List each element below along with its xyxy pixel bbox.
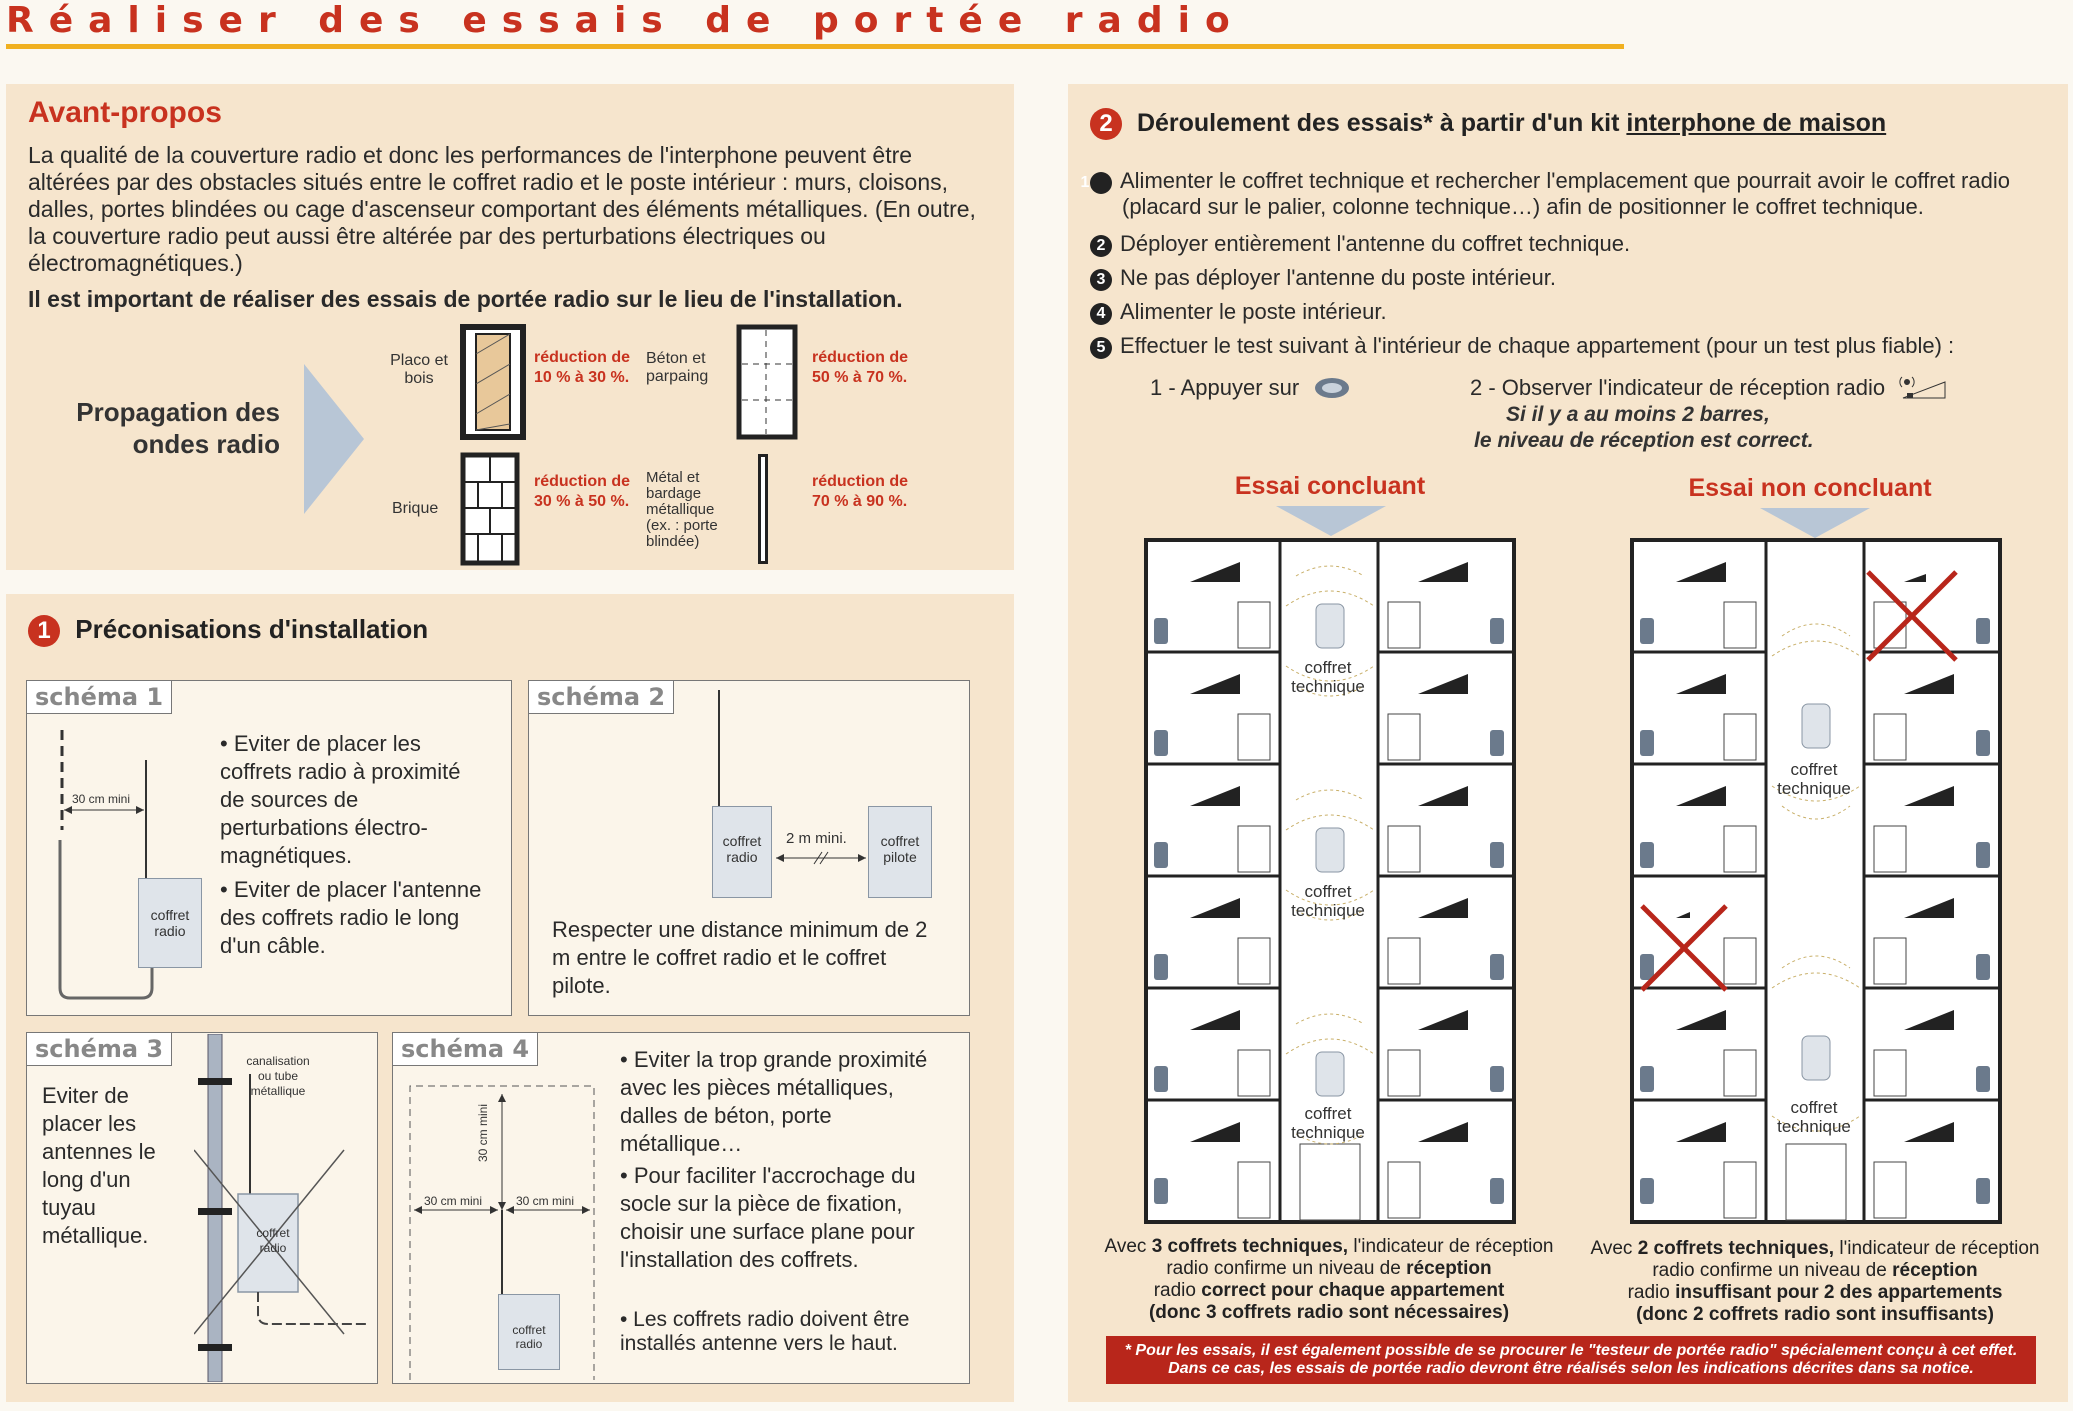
essai-concluant-caption (1096, 1236, 1562, 1324)
step-1 (1080, 168, 2056, 220)
schema-3-label: schéma 3 (26, 1032, 172, 1066)
step-3 (1090, 264, 1556, 291)
sub-step-2 (1470, 374, 1949, 401)
ok-caption-bold-2: réception (1406, 1258, 1492, 1279)
essai-concluant-arrow-icon (1276, 506, 1386, 536)
step-badge-4: 4 (1090, 303, 1112, 325)
material-name-brique: Brique (392, 500, 439, 517)
material-reduction-metal: réduction de 70 % à 90 %. (812, 473, 909, 510)
essai-non-concluant-title: Essai non concluant (1688, 474, 1932, 502)
schema-3-pipe-label: canalisation ou tube métallique (246, 1054, 310, 1098)
page-title: Réaliser des essais de portée radio (6, 0, 1245, 41)
schema-2-coffret-radio: coffret radio (712, 806, 772, 898)
step-2-text: Déployer entièrement l'antenne du coffret technique. (1120, 231, 1631, 256)
material-name-metal: Métal et bardage métallique (ex. : porte blindée) (646, 469, 718, 550)
step-5 (1090, 332, 1954, 359)
avant-propos-paragraph: La qualité de la couverture radio et donc les performances de l'interphone peuvent être altérées par des obstacles situés entre le coffret radio et le poste intérieur : murs, cloisons, dalles, portes blindées ou cage d'ascenseur comportant des éléments métalliques. (En outre, la couverture radio peut aussi être altérée par des perturbations électriques ou électromagnétiques.) (28, 142, 976, 276)
nok-caption-l4: (donc 2 coffrets radio sont insuffisants) (1636, 1304, 1994, 1325)
nok-caption-l3a: radio (1627, 1282, 1676, 1303)
step-1-text: Alimenter le coffret technique et rechercher l'emplacement que pourrait avoir le coffret radio (placard sur le palier, colonne technique…) afin de positionner le coffret technique. (1120, 168, 2010, 219)
step-badge-5: 5 (1090, 337, 1112, 359)
schema-4-dim-vertical: 30 cm mini (476, 1103, 491, 1163)
schema-4-dim-left: 30 cm mini (424, 1194, 483, 1208)
section-number-1: 1 (28, 615, 60, 647)
placo-wall-icon (460, 324, 526, 440)
step-4-text: Alimenter le poste intérieur. (1120, 299, 1387, 324)
schema-2-coffret-pilote: coffret pilote (868, 806, 932, 898)
sub-step-2-text: 2 - Observer l'indicateur de réception radio (1470, 375, 1886, 400)
nok-coffret-label-2: coffret technique (1777, 1098, 1851, 1136)
essai-non-concluant-arrow-icon (1760, 508, 1870, 538)
schema-4-label: schéma 4 (392, 1032, 538, 1066)
material-reduction-brique: réduction de 30 % à 50 %. (534, 473, 631, 510)
step-badge-1: 1 (1090, 172, 1112, 194)
schema-2-text: Respecter une distance minimum de 2 m entre le coffret radio et le coffret pilote. (552, 917, 928, 998)
essai-concluant-title: Essai concluant (1234, 472, 1426, 500)
nok-caption-pre: Avec (1590, 1238, 1638, 1259)
ok-caption-bold-1: 3 coffrets techniques, (1151, 1236, 1349, 1257)
reception-note (1474, 402, 1814, 454)
schema-4-coffret: coffret radio (498, 1294, 560, 1370)
ok-coffret-label-1: coffret technique (1291, 658, 1365, 696)
schema-1-coffret: coffret radio (138, 878, 202, 968)
reception-note-line-2: le niveau de réception est correct. (1474, 429, 1814, 452)
schema-3-text: Eviter de placer les antennes le long d'un tuyau métallique. (42, 1083, 156, 1248)
important-note: Il est important de réaliser des essais de portée radio sur le lieu de l'installation. (28, 286, 903, 312)
preconisations-header (28, 614, 428, 647)
material-reduction-beton: réduction de 50 % à 70 %. (812, 349, 909, 386)
schema-4-bullet-1: • Eviter la trop grande proximité avec les pièces métalliques, dalles de béton, porte métallique… (620, 1047, 928, 1156)
schema-3-coffret: coffret radio (256, 1226, 290, 1255)
reception-indicator-icon (1899, 374, 1949, 400)
schema-2-antenna (714, 690, 724, 810)
step-3-text: Ne pas déployer l'antenne du poste intérieur. (1120, 265, 1556, 290)
propagation-arrow-icon (304, 364, 368, 514)
material-name-beton: Béton et parpaing (646, 350, 709, 385)
nok-caption-bold-2: réception (1892, 1260, 1978, 1281)
avant-propos-heading: Avant-propos (28, 96, 222, 129)
interphone-link[interactable]: interphone de maison (1626, 109, 1887, 137)
ok-coffret-label-2: coffret technique (1291, 882, 1365, 920)
deroulement-heading: Déroulement des essais* à partir d'un kit (1136, 109, 1627, 137)
material-name-placo: Placo et bois (390, 352, 448, 387)
brique-wall-icon (460, 452, 520, 566)
sub-step-1 (1150, 374, 1351, 401)
propagation-label: Propagation des ondes radio (76, 397, 280, 459)
ok-caption-l3b: correct pour chaque appartement (1201, 1280, 1505, 1301)
schema-2-label: schéma 2 (528, 680, 674, 714)
deroulement-header (1090, 108, 1886, 140)
nok-caption-l3b: insuffisant pour 2 des appartements (1675, 1282, 2003, 1303)
schema-4-bullet-3: • Les coffrets radio doivent être installés antenne vers le haut. (620, 1308, 910, 1355)
nok-caption-bold-1: 2 coffrets techniques, (1637, 1238, 1835, 1259)
schema-4-dim-right: 30 cm mini (516, 1194, 575, 1208)
step-badge-3: 3 (1090, 269, 1112, 291)
schema-1-label: schéma 1 (26, 680, 172, 714)
schema-2-distance: 2 m mini. (786, 830, 847, 847)
beton-wall-icon (736, 324, 798, 440)
essai-non-concluant-caption (1582, 1238, 2048, 1326)
section-number-2: 2 (1090, 108, 1122, 140)
schema-4-bullet-2: • Pour faciliter l'accrochage du socle sur la pièce de fixation, choisir une surface plane pour l'installation des coffrets. (620, 1163, 916, 1272)
call-button-icon (1313, 376, 1351, 400)
material-reduction-placo: réduction de 10 % à 30 %. (534, 349, 631, 386)
step-4 (1090, 298, 1387, 325)
ok-caption-pre: Avec (1104, 1236, 1152, 1257)
schema-1-distance: 30 cm mini (72, 792, 131, 806)
ok-caption-mid: l'indicateur de réception radio confirme un niveau de (1166, 1236, 1554, 1279)
preconisations-heading: Préconisations d'installation (75, 614, 429, 644)
step-5-text: Effectuer le test suivant à l'intérieur de chaque appartement (pour un test plus fiable) : (1120, 333, 1955, 358)
schema-1-bullet-1: • Eviter de placer les coffrets radio à proximité de sources de perturbations électro-magnétiques. (220, 731, 461, 868)
schema-2-distance-arrow (774, 850, 868, 866)
ok-caption-l3a: radio (1153, 1280, 1202, 1301)
nok-coffret-label-1: coffret technique (1777, 760, 1851, 798)
sub-step-1-text: 1 - Appuyer sur (1150, 375, 1300, 400)
title-underline (6, 44, 1624, 49)
reception-note-line-1: Si il y a au moins 2 barres, (1506, 403, 1770, 426)
ok-caption-l4: (donc 3 coffrets radio sont nécessaires) (1148, 1302, 1510, 1323)
metal-wall-icon (758, 454, 768, 564)
schema-1-bullet-2: • Eviter de placer l'antenne des coffrets radio le long d'un câble. (220, 877, 482, 958)
step-badge-2: 2 (1090, 235, 1112, 257)
step-2 (1090, 230, 1630, 257)
ok-coffret-label-3: coffret technique (1291, 1104, 1365, 1142)
nok-caption-mid: l'indicateur de réception radio confirme un niveau de (1652, 1238, 2040, 1281)
footnote-banner: * Pour les essais, il est également possible de se procurer le "testeur de portée radio" spécialement conçu à cet effet. Dans ce cas, les essais de portée radio devront être réalisés selon les indications décrites dans sa notice. (1106, 1336, 2036, 1384)
